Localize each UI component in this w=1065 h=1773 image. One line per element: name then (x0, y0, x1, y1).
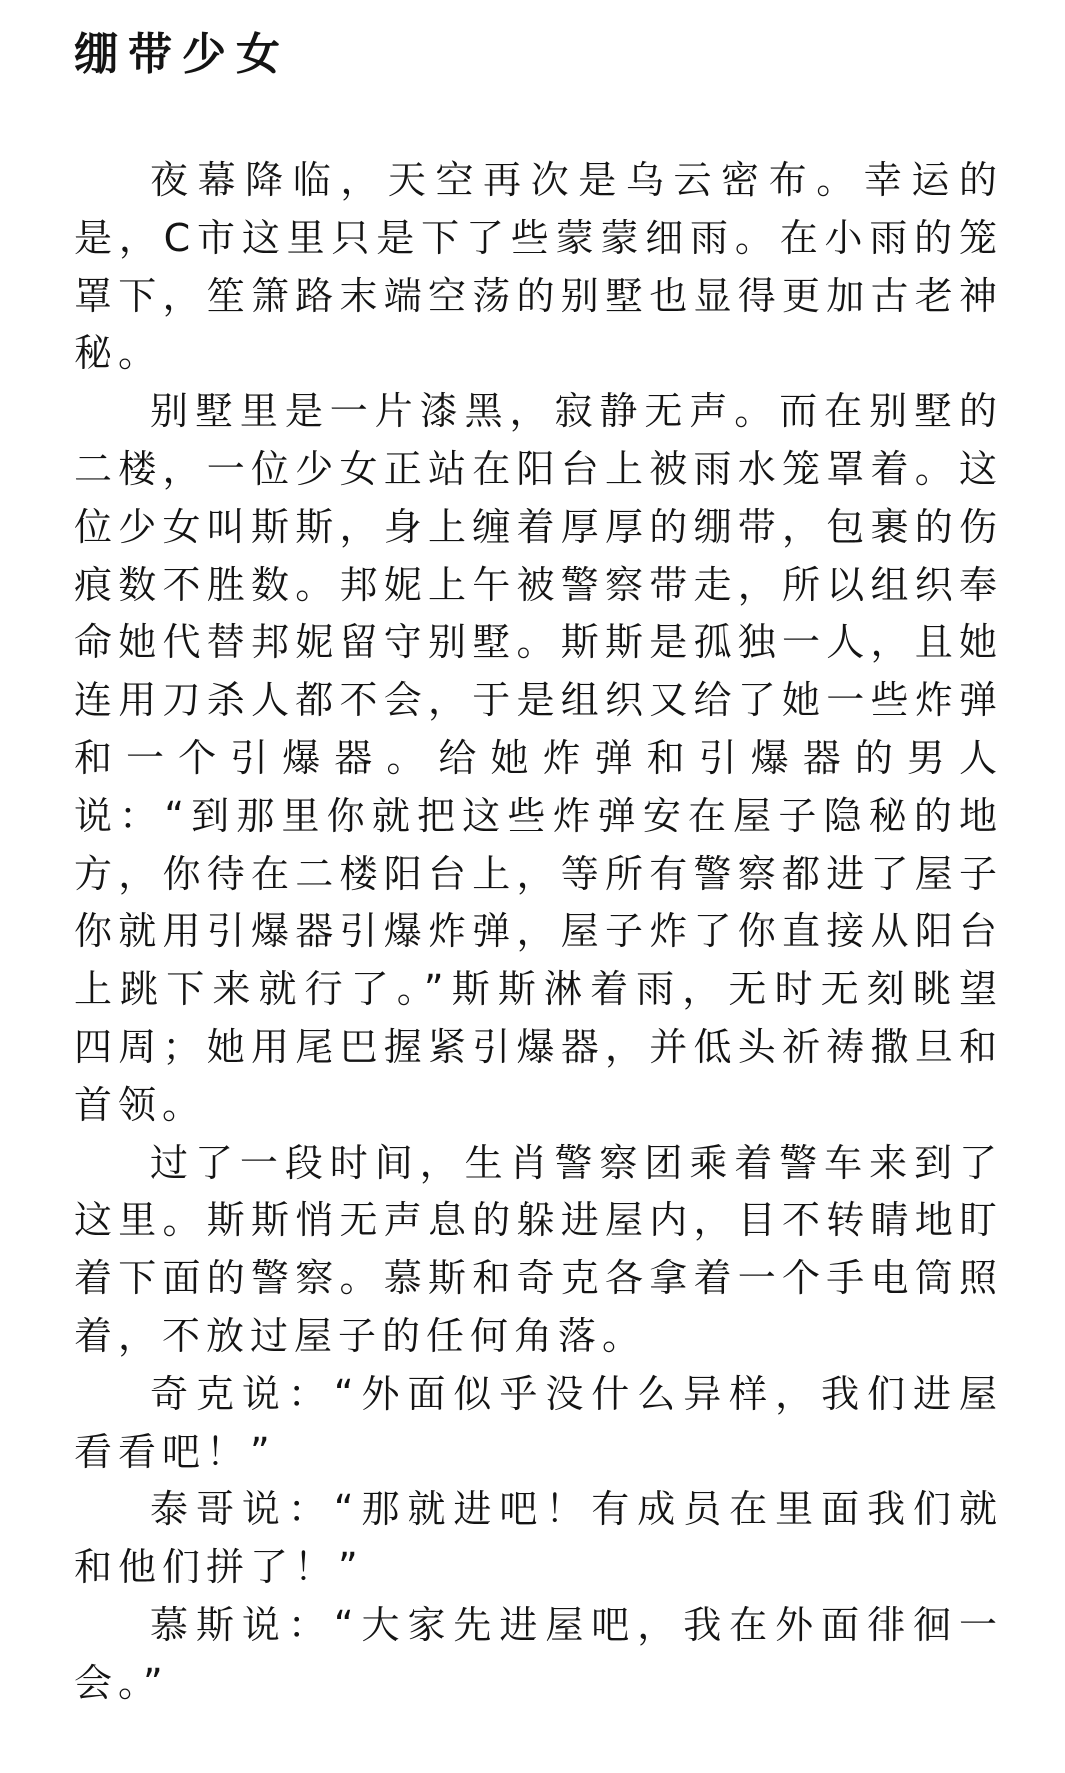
paragraph: 夜幕降临，天空再次是乌云密布。幸运的是，C市这里只是下了些蒙蒙细雨。在小雨的笼罩下，笙箫路末端空荡的别墅也显得更加古老神秘。 (74, 158, 1003, 376)
paragraph: 别墅里是一片漆黑，寂静无声。而在别墅的二楼，一位少女正站在阳台上被雨水笼罩着。这位少女叫斯斯，身上缠着厚厚的绷带，包裹的伤痕数不胜数。邦妮上午被警察带走，所以组织奉命她代替邦妮留守别墅。斯斯是孤独一人，且她连用刀杀人都不会，于是组织又给了她一些炸弹和一个引爆器。给她炸弹和引爆器的男人说：“到那里你就把这些炸弹安在屋子隐秘的地方，你待在二楼阳台上，等所有警察都进了屋子你就用引爆器引爆炸弹，屋子炸了你直接从阳台上跳下来就行了。”斯斯淋着雨，无时无刻眺望四周；她用尾巴握紧引爆器，并低头祈祷撒旦和首领。 (74, 389, 1003, 1127)
paragraph: 慕斯说：“大家先进屋吧，我在外面徘徊一会。” (74, 1602, 1003, 1705)
paragraph: 奇克说：“外面似乎没什么异样，我们进屋看看吧！” (74, 1371, 1003, 1474)
paragraph: 泰哥说：“那就进吧！有成员在里面我们就和他们拼了！” (74, 1487, 1003, 1590)
paragraph: 过了一段时间，生肖警察团乘着警车来到了这里。斯斯悄无声息的躲进屋内，目不转睛地盯着下面的警察。慕斯和奇克各拿着一个手电筒照着，不放过屋子的任何角落。 (74, 1140, 1003, 1358)
story-body (74, 152, 1003, 1713)
document-title: 绷带少女 (74, 29, 290, 80)
